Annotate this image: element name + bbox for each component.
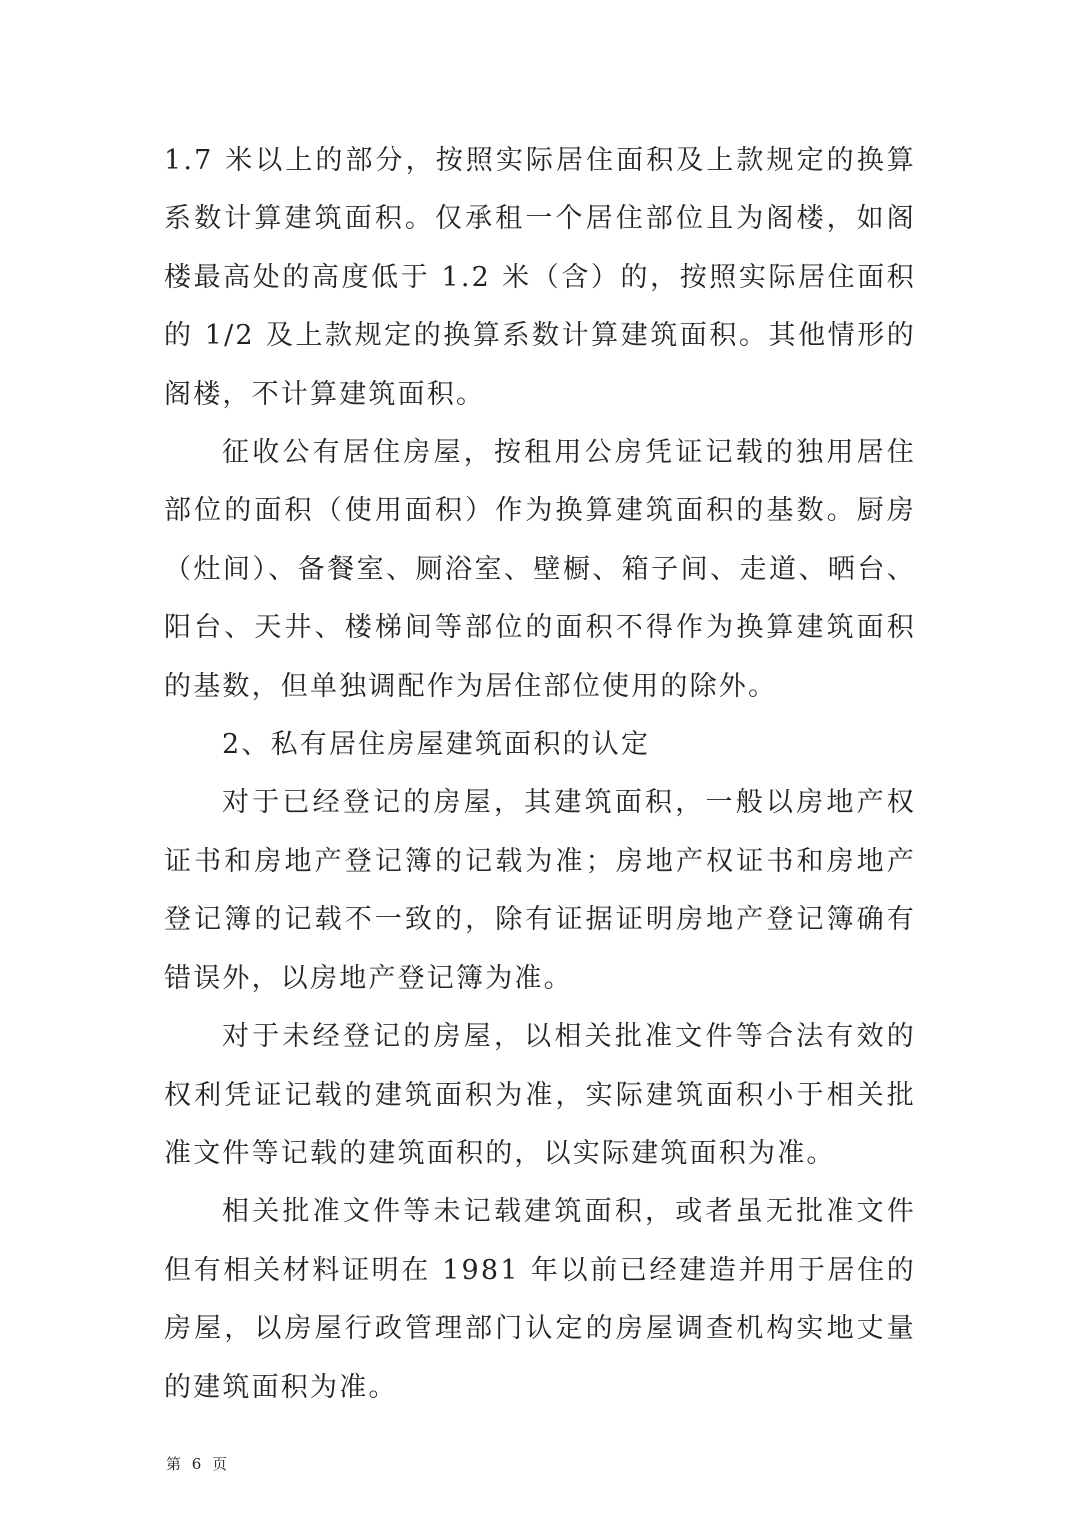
page-number: 第 6 页 bbox=[166, 1455, 231, 1473]
document-body bbox=[164, 132, 916, 1417]
paragraph-5: 相关批准文件等未记载建筑面积，或者虽无批准文件但有相关材料证明在 1981 年以前已经建造并用于居住的房屋，以房屋行政管理部门认定的房屋调查机构实地丈量的建筑面积为准。 bbox=[164, 1196, 916, 1403]
paragraph-1: 1.7 米以上的部分，按照实际居住面积及上款规定的换算系数计算建筑面积。仅承租一个居住部位且为阁楼，如阁楼最高处的高度低于 1.2 米（含）的，按照实际居住面积的 1/2 及上款规定的换算系数计算建筑面积。其他情形的阁楼，不计算建筑面积。 bbox=[164, 145, 916, 410]
paragraph-4: 对于未经登记的房屋，以相关批准文件等合法有效的权利凭证记载的建筑面积为准，实际建筑面积小于相关批准文件等记载的建筑面积的，以实际建筑面积为准。 bbox=[164, 1021, 916, 1169]
paragraph-2: 征收公有居住房屋，按租用公房凭证记载的独用居住部位的面积（使用面积）作为换算建筑面积的基数。厨房（灶间）、备餐室、厕浴室、壁橱、箱子间、走道、晒台、阳台、天井、楼梯间等部位的面积不得作为换算建筑面积的基数，但单独调配作为居住部位使用的除外。 bbox=[164, 437, 916, 702]
section-heading: 2、私有居住房屋建筑面积的认定 bbox=[222, 729, 651, 761]
paragraph-3: 对于已经登记的房屋，其建筑面积，一般以房地产权证书和房地产登记簿的记载为准；房地产权证书和房地产登记簿的记载不一致的，除有证据证明房地产登记簿确有错误外，以房地产登记簿为准。 bbox=[164, 787, 916, 994]
